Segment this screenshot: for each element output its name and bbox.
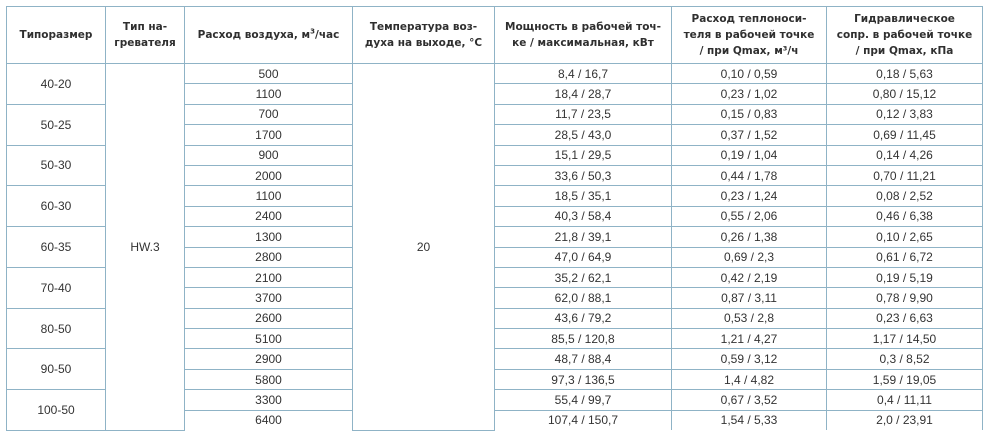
- resistance-cell: 0,3 / 8,52: [827, 349, 983, 369]
- power-cell: 62,0 / 88,1: [495, 288, 672, 308]
- resistance-cell: 1,17 / 14,50: [827, 329, 983, 349]
- airflow-cell: 3300: [185, 390, 353, 410]
- power-cell: 48,7 / 88,4: [495, 349, 672, 369]
- heater-spec-table: [6, 6, 983, 431]
- coolant-flow-cell: 0,53 / 2,8: [672, 308, 827, 328]
- airflow-cell: 700: [185, 104, 353, 124]
- resistance-cell: 0,08 / 2,52: [827, 186, 983, 206]
- coolant-flow-cell: 1,21 / 4,27: [672, 329, 827, 349]
- power-cell: 8,4 / 16,7: [495, 64, 672, 84]
- size-cell: 80-50: [7, 308, 106, 349]
- header-heater-type: Тип на- гревателя: [106, 7, 185, 64]
- power-cell: 18,4 / 28,7: [495, 84, 672, 104]
- size-cell: 70-40: [7, 267, 106, 308]
- power-cell: 18,5 / 35,1: [495, 186, 672, 206]
- power-cell: 55,4 / 99,7: [495, 390, 672, 410]
- header-coolant-flow: Расход теплоноси- теля в рабочей точке / при Qmax, м³/ч: [672, 7, 827, 64]
- airflow-cell: 1100: [185, 84, 353, 104]
- size-cell: 60-30: [7, 186, 106, 227]
- airflow-cell: 2000: [185, 165, 353, 185]
- coolant-flow-cell: 0,59 / 3,12: [672, 349, 827, 369]
- header-power: Мощность в рабочей точ- ке / максимальная, кВт: [495, 7, 672, 64]
- coolant-flow-cell: 1,54 / 5,33: [672, 410, 827, 430]
- coolant-flow-cell: 0,15 / 0,83: [672, 104, 827, 124]
- power-cell: 15,1 / 29,5: [495, 145, 672, 165]
- resistance-cell: 1,59 / 19,05: [827, 369, 983, 389]
- size-cell: 100-50: [7, 390, 106, 430]
- size-cell: 90-50: [7, 349, 106, 390]
- outlet-temp-cell: 20: [353, 64, 495, 431]
- power-cell: 97,3 / 136,5: [495, 369, 672, 389]
- header-airflow: Расход воздуха, $м^3$/час: [185, 7, 353, 64]
- airflow-cell: 6400: [185, 410, 353, 430]
- coolant-flow-cell: 1,4 / 4,82: [672, 369, 827, 389]
- size-cell: 60-35: [7, 227, 106, 268]
- airflow-cell: 5100: [185, 329, 353, 349]
- airflow-cell: 5800: [185, 369, 353, 389]
- coolant-flow-cell: 0,26 / 1,38: [672, 227, 827, 247]
- power-cell: 35,2 / 62,1: [495, 267, 672, 287]
- coolant-flow-cell: 0,55 / 2,06: [672, 206, 827, 226]
- power-cell: 40,3 / 58,4: [495, 206, 672, 226]
- resistance-cell: 0,23 / 6,63: [827, 308, 983, 328]
- resistance-cell: 0,80 / 15,12: [827, 84, 983, 104]
- coolant-flow-cell: 0,19 / 1,04: [672, 145, 827, 165]
- header-row: [7, 7, 983, 64]
- coolant-flow-cell: 0,37 / 1,52: [672, 125, 827, 145]
- airflow-cell: 2400: [185, 206, 353, 226]
- resistance-cell: 0,69 / 11,45: [827, 125, 983, 145]
- airflow-cell: 900: [185, 145, 353, 165]
- heater-type-cell: HW.3: [106, 64, 185, 431]
- coolant-flow-cell: 0,10 / 0,59: [672, 64, 827, 84]
- resistance-cell: 0,12 / 3,83: [827, 104, 983, 124]
- resistance-cell: 0,14 / 4,26: [827, 145, 983, 165]
- coolant-flow-cell: 0,42 / 2,19: [672, 267, 827, 287]
- coolant-flow-cell: 0,87 / 3,11: [672, 288, 827, 308]
- resistance-cell: 0,18 / 5,63: [827, 64, 983, 84]
- airflow-cell: 1700: [185, 125, 353, 145]
- coolant-flow-cell: 0,23 / 1,02: [672, 84, 827, 104]
- airflow-cell: 500: [185, 64, 353, 84]
- power-cell: 21,8 / 39,1: [495, 227, 672, 247]
- resistance-cell: 0,70 / 11,21: [827, 165, 983, 185]
- header-outlet-temp: Температура воз- духа на выходе, °C: [353, 7, 495, 64]
- resistance-cell: 2,0 / 23,91: [827, 410, 983, 430]
- power-cell: 85,5 / 120,8: [495, 329, 672, 349]
- airflow-cell: 1300: [185, 227, 353, 247]
- airflow-cell: 2800: [185, 247, 353, 267]
- airflow-cell: 2100: [185, 267, 353, 287]
- size-cell: 40-20: [7, 64, 106, 105]
- header-size: Типоразмер: [7, 7, 106, 64]
- resistance-cell: 0,10 / 2,65: [827, 227, 983, 247]
- table-row: [7, 64, 983, 84]
- coolant-flow-cell: 0,69 / 2,3: [672, 247, 827, 267]
- size-cell: 50-30: [7, 145, 106, 186]
- resistance-cell: 0,4 / 11,11: [827, 390, 983, 410]
- size-cell: 50-25: [7, 104, 106, 145]
- airflow-cell: 2600: [185, 308, 353, 328]
- power-cell: 11,7 / 23,5: [495, 104, 672, 124]
- resistance-cell: 0,19 / 5,19: [827, 267, 983, 287]
- table-body: [7, 64, 983, 431]
- resistance-cell: 0,46 / 6,38: [827, 206, 983, 226]
- coolant-flow-cell: 0,67 / 3,52: [672, 390, 827, 410]
- power-cell: 28,5 / 43,0: [495, 125, 672, 145]
- power-cell: 47,0 / 64,9: [495, 247, 672, 267]
- power-cell: 43,6 / 79,2: [495, 308, 672, 328]
- airflow-cell: 1100: [185, 186, 353, 206]
- coolant-flow-cell: 0,23 / 1,24: [672, 186, 827, 206]
- resistance-cell: 0,61 / 6,72: [827, 247, 983, 267]
- coolant-flow-cell: 0,44 / 1,78: [672, 165, 827, 185]
- airflow-cell: 3700: [185, 288, 353, 308]
- power-cell: 33,6 / 50,3: [495, 165, 672, 185]
- power-cell: 107,4 / 150,7: [495, 410, 672, 430]
- airflow-cell: 2900: [185, 349, 353, 369]
- resistance-cell: 0,78 / 9,90: [827, 288, 983, 308]
- header-hydraulic-resistance: Гидравлическое сопр. в рабочей точке / при Qmax, кПа: [827, 7, 983, 64]
